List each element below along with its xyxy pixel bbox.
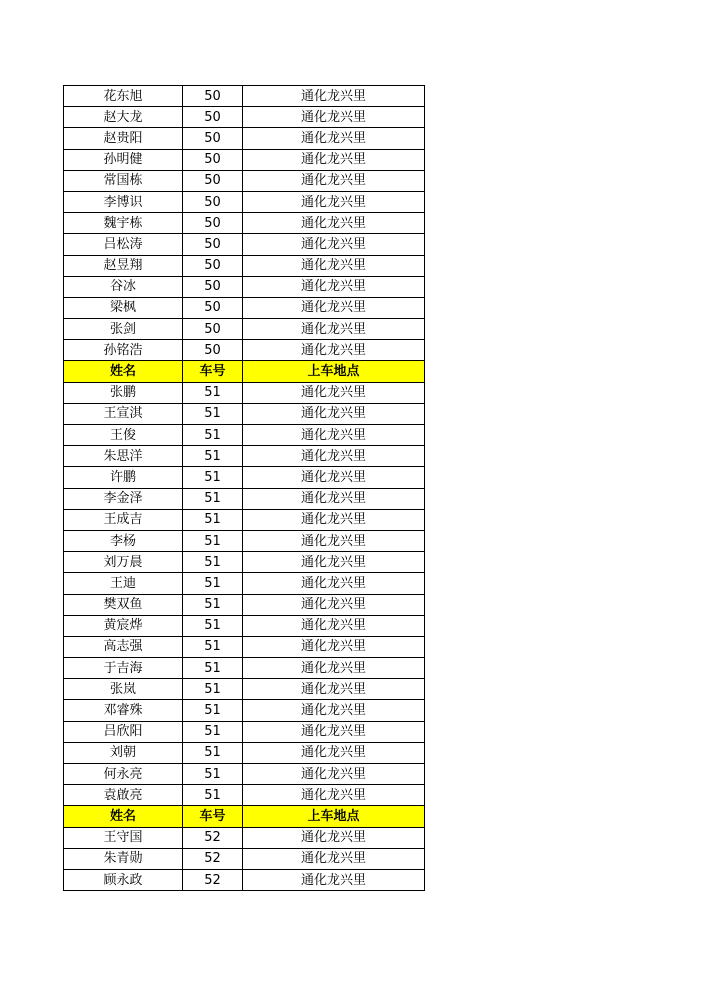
name-cell: 邓睿殊 <box>64 700 183 721</box>
car-number-cell: 50 <box>183 128 243 149</box>
pickup-location-cell: 通化龙兴里 <box>243 191 425 212</box>
table-row <box>64 785 425 806</box>
pickup-location-cell: 通化龙兴里 <box>243 615 425 636</box>
table-row <box>64 170 425 191</box>
pickup-location-cell: 通化龙兴里 <box>243 340 425 361</box>
name-cell: 刘朝 <box>64 742 183 763</box>
name-cell: 张岚 <box>64 679 183 700</box>
table-row <box>64 700 425 721</box>
pickup-location-cell: 通化龙兴里 <box>243 530 425 551</box>
name-cell: 孙明健 <box>64 149 183 170</box>
pickup-location-cell: 通化龙兴里 <box>243 382 425 403</box>
car-number-cell: 50 <box>183 297 243 318</box>
header-car-cell: 车号 <box>183 361 243 382</box>
name-cell: 樊双鱼 <box>64 594 183 615</box>
table-row <box>64 276 425 297</box>
table-row <box>64 658 425 679</box>
header-stop-cell: 上车地点 <box>243 806 425 827</box>
name-cell: 赵昱翔 <box>64 255 183 276</box>
pickup-location-cell: 通化龙兴里 <box>243 128 425 149</box>
pickup-location-cell: 通化龙兴里 <box>243 848 425 869</box>
table-header-row <box>64 361 425 382</box>
name-cell: 孙铭浩 <box>64 340 183 361</box>
name-cell: 王成吉 <box>64 509 183 530</box>
car-number-cell: 50 <box>183 149 243 170</box>
car-number-cell: 51 <box>183 446 243 467</box>
name-cell: 何永亮 <box>64 764 183 785</box>
name-cell: 于吉海 <box>64 658 183 679</box>
header-name-cell: 姓名 <box>64 806 183 827</box>
table-row <box>64 319 425 340</box>
name-cell: 朱思洋 <box>64 446 183 467</box>
table-row <box>64 467 425 488</box>
car-number-cell: 51 <box>183 658 243 679</box>
car-number-cell: 51 <box>183 785 243 806</box>
name-cell: 李博识 <box>64 191 183 212</box>
pickup-location-cell: 通化龙兴里 <box>243 869 425 890</box>
car-number-cell: 50 <box>183 191 243 212</box>
name-cell: 李金泽 <box>64 488 183 509</box>
header-name-cell: 姓名 <box>64 361 183 382</box>
pickup-location-cell: 通化龙兴里 <box>243 255 425 276</box>
table-row <box>64 721 425 742</box>
bus-roster-table <box>63 85 425 891</box>
name-cell: 张鹏 <box>64 382 183 403</box>
pickup-location-cell: 通化龙兴里 <box>243 658 425 679</box>
pickup-location-cell: 通化龙兴里 <box>243 403 425 424</box>
name-cell: 谷冰 <box>64 276 183 297</box>
pickup-location-cell: 通化龙兴里 <box>243 107 425 128</box>
car-number-cell: 50 <box>183 213 243 234</box>
name-cell: 王迪 <box>64 573 183 594</box>
name-cell: 朱青勋 <box>64 848 183 869</box>
car-number-cell: 50 <box>183 276 243 297</box>
table-row <box>64 234 425 255</box>
header-stop-cell: 上车地点 <box>243 361 425 382</box>
pickup-location-cell: 通化龙兴里 <box>243 488 425 509</box>
name-cell: 赵大龙 <box>64 107 183 128</box>
name-cell: 王守国 <box>64 827 183 848</box>
pickup-location-cell: 通化龙兴里 <box>243 319 425 340</box>
car-number-cell: 50 <box>183 107 243 128</box>
car-number-cell: 51 <box>183 425 243 446</box>
name-cell: 许鹏 <box>64 467 183 488</box>
table-row <box>64 86 425 107</box>
name-cell: 赵贵阳 <box>64 128 183 149</box>
name-cell: 王俊 <box>64 425 183 446</box>
car-number-cell: 51 <box>183 488 243 509</box>
pickup-location-cell: 通化龙兴里 <box>243 425 425 446</box>
table-row <box>64 530 425 551</box>
table-row <box>64 107 425 128</box>
car-number-cell: 51 <box>183 382 243 403</box>
pickup-location-cell: 通化龙兴里 <box>243 86 425 107</box>
table-row <box>64 149 425 170</box>
table-row <box>64 742 425 763</box>
pickup-location-cell: 通化龙兴里 <box>243 700 425 721</box>
name-cell: 梁枫 <box>64 297 183 318</box>
car-number-cell: 51 <box>183 530 243 551</box>
car-number-cell: 51 <box>183 403 243 424</box>
car-number-cell: 51 <box>183 636 243 657</box>
pickup-location-cell: 通化龙兴里 <box>243 297 425 318</box>
pickup-location-cell: 通化龙兴里 <box>243 213 425 234</box>
table-row <box>64 446 425 467</box>
car-number-cell: 52 <box>183 869 243 890</box>
pickup-location-cell: 通化龙兴里 <box>243 509 425 530</box>
car-number-cell: 50 <box>183 340 243 361</box>
table-row <box>64 297 425 318</box>
car-number-cell: 50 <box>183 319 243 340</box>
table-header-row <box>64 806 425 827</box>
table-row <box>64 679 425 700</box>
pickup-location-cell: 通化龙兴里 <box>243 234 425 255</box>
car-number-cell: 51 <box>183 679 243 700</box>
table-row <box>64 573 425 594</box>
table-row <box>64 340 425 361</box>
name-cell: 顾永政 <box>64 869 183 890</box>
table-row <box>64 191 425 212</box>
pickup-location-cell: 通化龙兴里 <box>243 467 425 488</box>
pickup-location-cell: 通化龙兴里 <box>243 785 425 806</box>
pickup-location-cell: 通化龙兴里 <box>243 742 425 763</box>
pickup-location-cell: 通化龙兴里 <box>243 679 425 700</box>
name-cell: 李杨 <box>64 530 183 551</box>
name-cell: 花东旭 <box>64 86 183 107</box>
car-number-cell: 51 <box>183 594 243 615</box>
name-cell: 刘万晨 <box>64 552 183 573</box>
name-cell: 张剑 <box>64 319 183 340</box>
pickup-location-cell: 通化龙兴里 <box>243 636 425 657</box>
car-number-cell: 51 <box>183 552 243 573</box>
table-row <box>64 255 425 276</box>
table-row <box>64 636 425 657</box>
pickup-location-cell: 通化龙兴里 <box>243 573 425 594</box>
name-cell: 吕松涛 <box>64 234 183 255</box>
car-number-cell: 50 <box>183 255 243 276</box>
table-row <box>64 128 425 149</box>
pickup-location-cell: 通化龙兴里 <box>243 594 425 615</box>
car-number-cell: 51 <box>183 764 243 785</box>
car-number-cell: 51 <box>183 700 243 721</box>
car-number-cell: 50 <box>183 86 243 107</box>
car-number-cell: 50 <box>183 170 243 191</box>
header-car-cell: 车号 <box>183 806 243 827</box>
pickup-location-cell: 通化龙兴里 <box>243 149 425 170</box>
table-row <box>64 827 425 848</box>
car-number-cell: 51 <box>183 742 243 763</box>
table-row <box>64 425 425 446</box>
pickup-location-cell: 通化龙兴里 <box>243 764 425 785</box>
pickup-location-cell: 通化龙兴里 <box>243 170 425 191</box>
table-row <box>64 509 425 530</box>
table-row <box>64 213 425 234</box>
table-row <box>64 552 425 573</box>
table-row <box>64 403 425 424</box>
table-row <box>64 869 425 890</box>
car-number-cell: 51 <box>183 615 243 636</box>
table-row <box>64 488 425 509</box>
car-number-cell: 51 <box>183 573 243 594</box>
pickup-location-cell: 通化龙兴里 <box>243 827 425 848</box>
pickup-location-cell: 通化龙兴里 <box>243 446 425 467</box>
car-number-cell: 52 <box>183 848 243 869</box>
table-row <box>64 615 425 636</box>
name-cell: 袁啟亮 <box>64 785 183 806</box>
pickup-location-cell: 通化龙兴里 <box>243 552 425 573</box>
name-cell: 常国栋 <box>64 170 183 191</box>
table-row <box>64 594 425 615</box>
table-row <box>64 848 425 869</box>
roster-body <box>64 86 425 891</box>
name-cell: 高志强 <box>64 636 183 657</box>
car-number-cell: 51 <box>183 509 243 530</box>
name-cell: 魏宇栋 <box>64 213 183 234</box>
pickup-location-cell: 通化龙兴里 <box>243 721 425 742</box>
car-number-cell: 52 <box>183 827 243 848</box>
name-cell: 黄宸烨 <box>64 615 183 636</box>
car-number-cell: 50 <box>183 234 243 255</box>
car-number-cell: 51 <box>183 721 243 742</box>
name-cell: 王宣淇 <box>64 403 183 424</box>
table-row <box>64 764 425 785</box>
pickup-location-cell: 通化龙兴里 <box>243 276 425 297</box>
table-row <box>64 382 425 403</box>
name-cell: 吕欣阳 <box>64 721 183 742</box>
car-number-cell: 51 <box>183 467 243 488</box>
